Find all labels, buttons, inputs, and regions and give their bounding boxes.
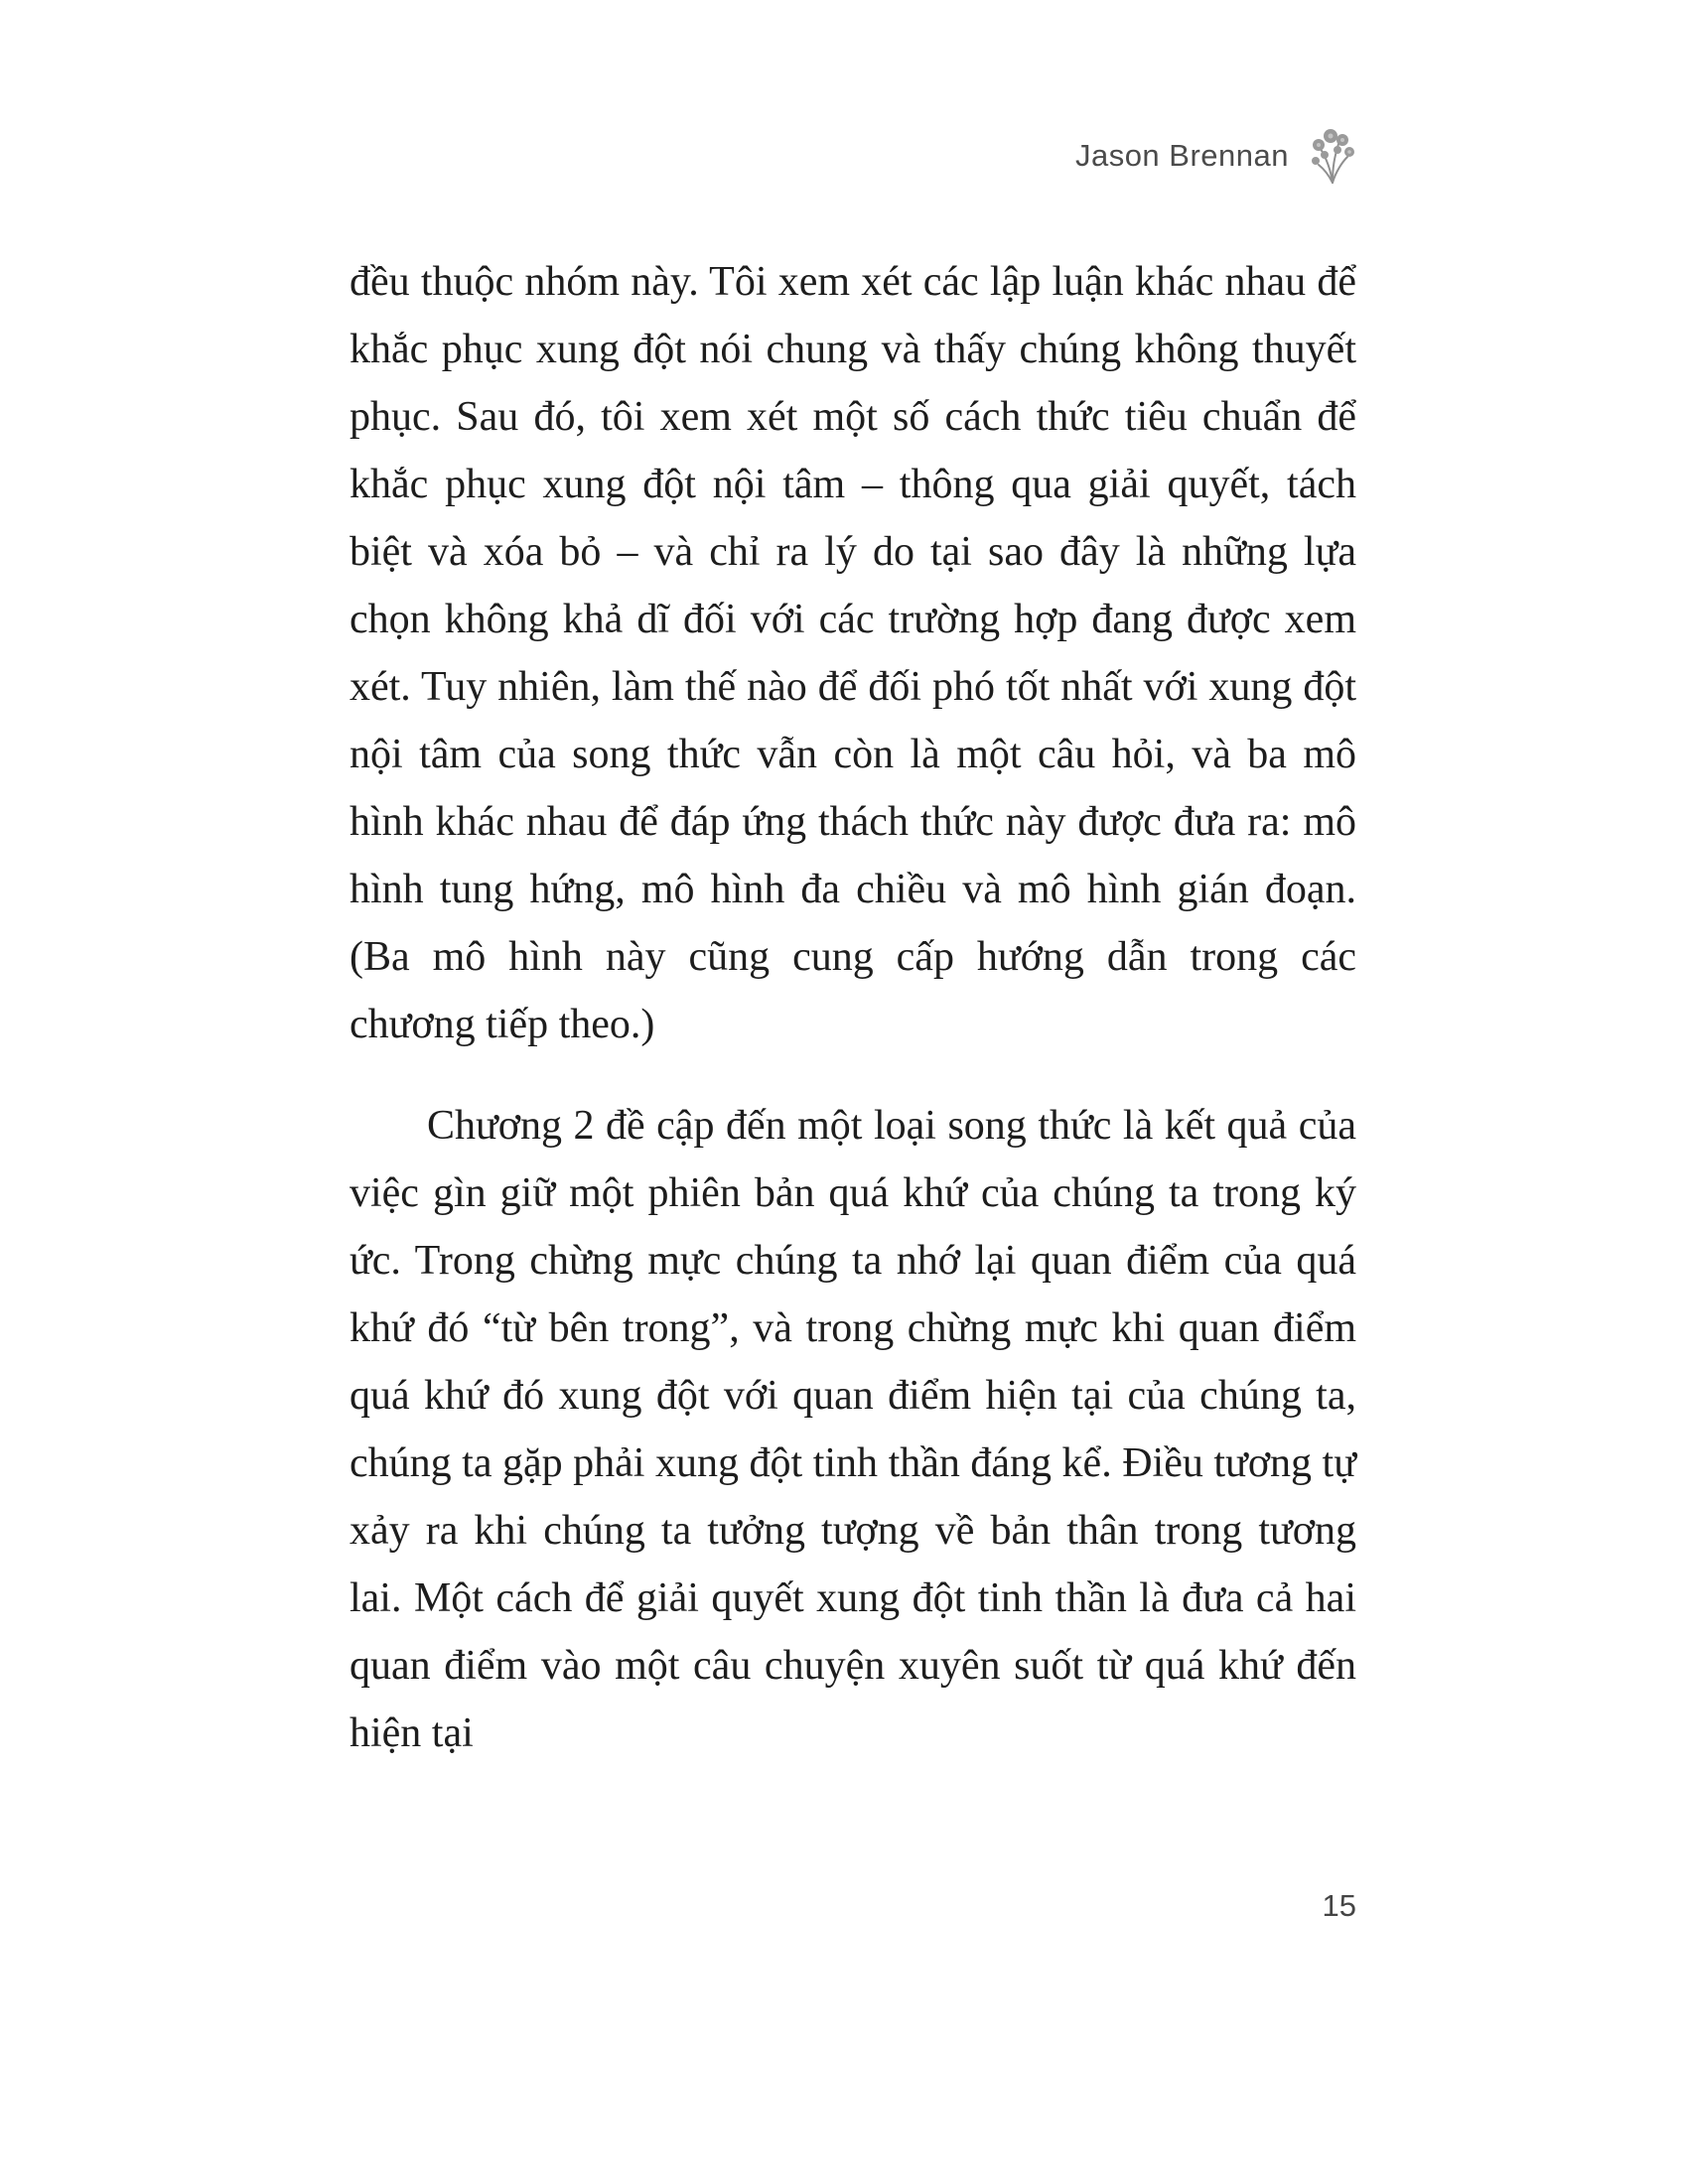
paragraph-continuation: đều thuộc nhóm này. Tôi xem xét các lập luận khác nhau để khắc phục xung đột nói chung và thấy chúng không thuyết phục. Sau đó, tôi xem xét một số cách thức tiêu chuẩn để khắc phục xung đột nội tâm – thông qua giải quyết, tách biệt và xóa bỏ – và chỉ ra lý do tại sao đây là những lựa chọn không khả dĩ đối với các trường hợp đang được xem xét. Tuy nhiên, làm thế nào để đối phó tốt nhất với xung đột nội tâm của song thức vẫn còn là một câu hỏi, và ba mô hình khác nhau để đáp ứng thách thức này được đưa ra: mô hình tung hứng, mô hình đa chiều và mô hình gián đoạn. (Ba mô hình này cũng cung cấp hướng dẫn trong các chương tiếp theo.) [350, 259, 1356, 1047]
page-header [350, 127, 1356, 185]
body-text [350, 248, 1356, 1767]
page-footer [350, 1888, 1356, 1924]
page-number: 15 [1322, 1888, 1356, 1923]
paragraph-chapter-2-summary: Chương 2 đề cập đến một loại song thức là kết quả của việc gìn giữ một phiên bản quá khứ của chúng ta trong ký ức. Trong chừng mực chúng ta nhớ lại quan điểm của quá khứ đó “từ bên trong”, và trong chừng mực khi quan điểm quá khứ đó xung đột với quan điểm hiện tại của chúng ta, chúng ta gặp phải xung đột tinh thần đáng kể. Điều tương tự xảy ra khi chúng ta tưởng tượng về bản thân trong tương lai. Một cách để giải quyết xung đột tinh thần là đưa cả hai quan điểm vào một câu chuyện xuyên suốt từ quá khứ đến hiện tại [350, 1103, 1356, 1756]
author-name: Jason Brennan [1074, 138, 1289, 173]
flower-bouquet-icon [1309, 127, 1356, 185]
